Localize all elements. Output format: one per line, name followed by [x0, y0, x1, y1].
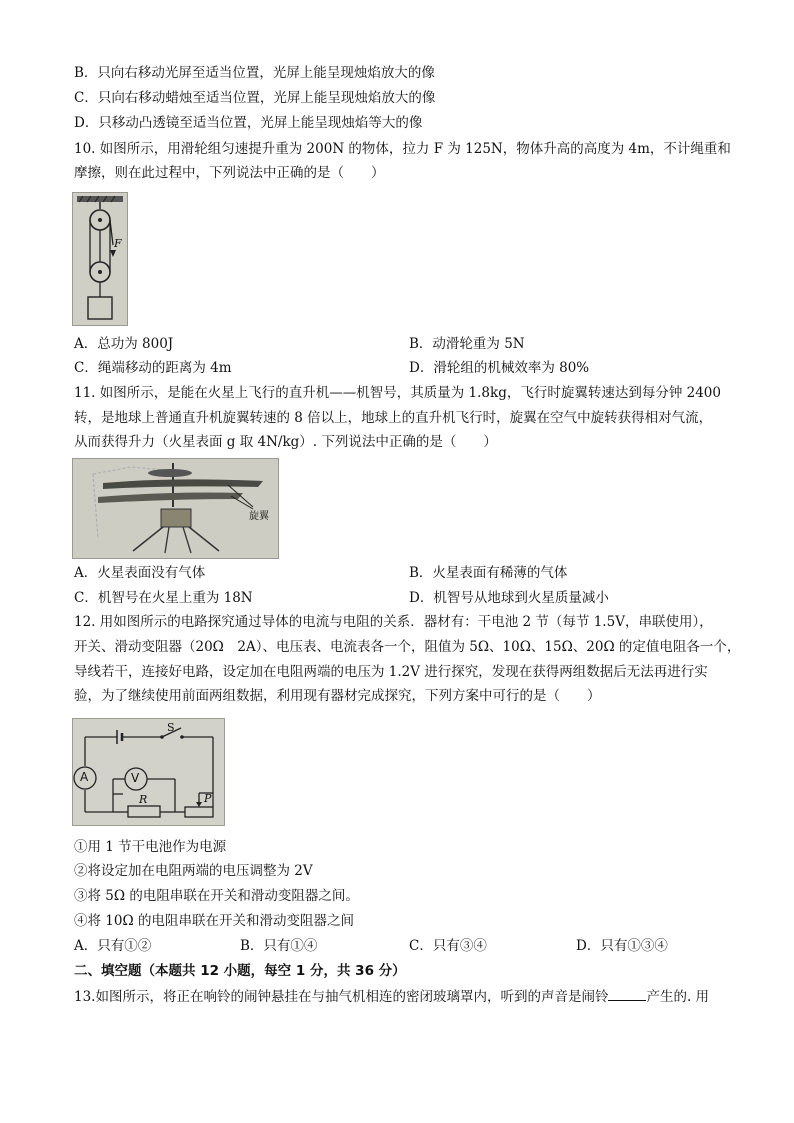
q10-option-c: C．绳端移动的距离为 4m [74, 360, 232, 376]
switch-label: S [167, 721, 175, 734]
q12-option-a: A．只有①② [74, 938, 152, 954]
q12-stem-line3: 导线若干，连接好电路，设定加在电阻两端的电压为 1.2V 进行探究，发现在获得两组数据后无法再进行实 [74, 664, 708, 680]
pulley-figure [72, 192, 128, 326]
q9-option-d: D．只移动凸透镜至适当位置，光屏上能呈现烛焰等大的像 [74, 115, 423, 131]
q11-stem-line2: 转，是地球上普通直升机旋翼转速的 8 倍以上，地球上的直升机飞行时，旋翼在空气中旋转获得相对气流， [74, 410, 713, 426]
q11-option-c: C．机智号在火星上重为 18N [74, 590, 253, 606]
helicopter-photo [73, 459, 278, 558]
q11-option-d: D．机智号从地球到火星质量减小 [409, 590, 609, 606]
q12-item-2: ②将设定加在电阻两端的电压调整为 2V [74, 863, 313, 879]
q11-stem-line3: 从而获得升力（火星表面 g 取 4N/kg）. 下列说法中正确的是（ ） [74, 434, 497, 450]
q9-option-c: C．只向右移动蜡烛至适当位置，光屏上能呈现烛焰放大的像 [74, 90, 436, 106]
q12-option-c: C．只有③④ [409, 938, 487, 954]
q12-stem-line4: 验，为了继续使用前面两组数据，利用现有器材完成探究，下列方案中可行的是（ ） [74, 688, 601, 704]
q13-text-before: 13.如图所示，将正在响铃的闹钟悬挂在与抽气机相连的密闭玻璃罩内，听到的声音是闹铃 [74, 989, 609, 1005]
q12-stem-line1: 12. 用如图所示的电路探究通过导体的电流与电阻的关系．器材有：干电池 2 节（每节 1.5V，串联使用）， [74, 614, 713, 630]
q13-text-after: 产生的. 用 [646, 989, 710, 1005]
q12-item-3: ③将 5Ω 的电阻串联在开关和滑动变阻器之间。 [74, 888, 359, 904]
resistor-label: R [139, 793, 148, 806]
circuit-figure [72, 718, 225, 826]
q10-option-a: A．总功为 800J [74, 336, 174, 352]
q13-stem [74, 986, 709, 1007]
q13-blank [608, 986, 646, 1001]
q9-option-b: B．只向右移动光屏至适当位置，光屏上能呈现烛焰放大的像 [74, 65, 435, 81]
q12-item-1: ①用 1 节干电池作为电源 [74, 839, 227, 855]
pulley-diagram [73, 193, 127, 325]
q10-stem-line1: 10. 如图所示，用滑轮组匀速提升重为 200N 的物体，拉力 F 为 125N，物体升高的高度为 4m，不计绳重和 [74, 141, 731, 157]
slider-label: P [204, 792, 212, 805]
q12-stem-line2: 开关、滑动变阻器（20Ω 2A）、电压表、电流表各一个，阻值为 5Ω、10Ω、15Ω、20Ω 的定值电阻各一个， [74, 639, 741, 655]
q11-option-a: A．火星表面没有气体 [74, 565, 206, 581]
q10-option-d: D．滑轮组的机械效率为 80% [409, 360, 590, 376]
q10-option-b: B．动滑轮重为 5N [409, 336, 525, 352]
force-label: F [114, 237, 122, 250]
q10-stem-line2: 摩擦，则在此过程中，下列说法中正确的是（ ） [74, 165, 385, 181]
q11-stem-line1: 11. 如图所示，是能在火星上飞行的直升机——机智号，其质量为 1.8kg，飞行时旋翼转速达到每分钟 2400 [74, 385, 721, 401]
circuit-diagram [73, 719, 224, 825]
helicopter-figure [72, 458, 279, 559]
voltmeter-label: V [131, 771, 140, 785]
q12-item-4: ④将 10Ω 的电阻串联在开关和滑动变阻器之间 [74, 913, 354, 929]
rotor-label: 旋翼 [249, 511, 269, 522]
section-heading: 二、填空题（本题共 12 小题，每空 1 分，共 36 分） [74, 963, 406, 979]
ammeter-label: A [80, 770, 89, 784]
q12-option-b: B．只有①④ [240, 938, 318, 954]
q12-option-d: D．只有①③④ [576, 938, 668, 954]
q11-option-b: B．火星表面有稀薄的气体 [409, 565, 568, 581]
